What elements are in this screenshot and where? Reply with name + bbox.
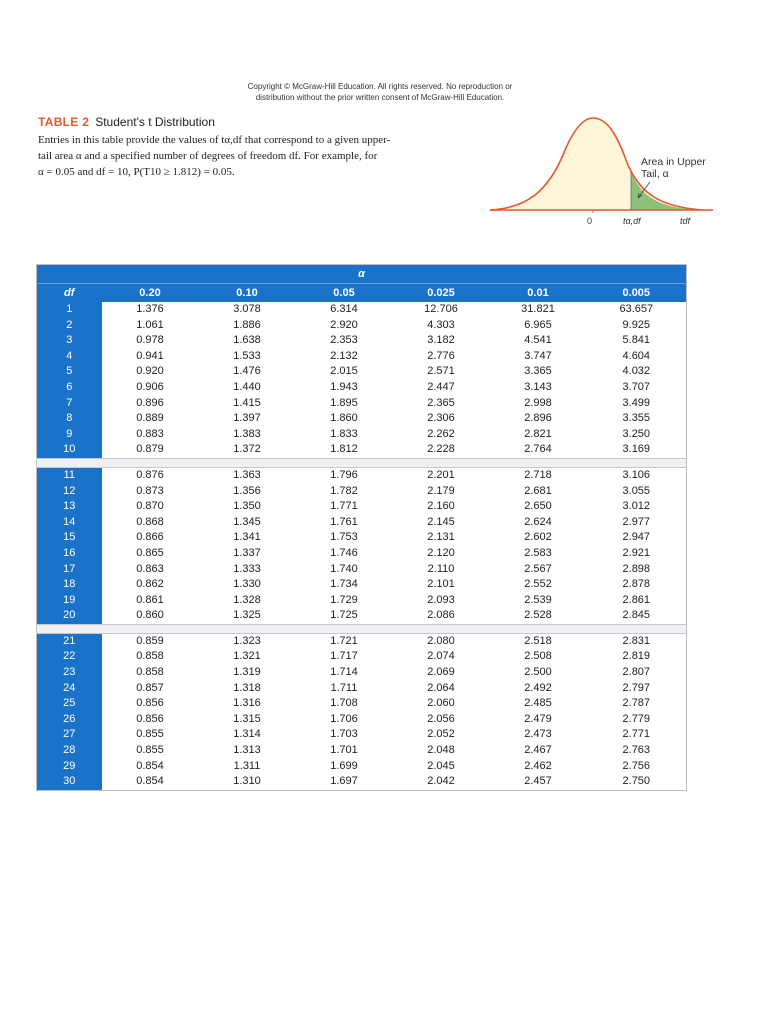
critical-value-cell: 1.314 — [233, 728, 261, 741]
critical-value-cell: 1.319 — [233, 666, 261, 679]
copyright-line-1: Copyright © McGraw-Hill Education. All rights reserved. No reproduction or — [247, 82, 513, 91]
critical-value-cell: 0.856 — [136, 712, 164, 725]
block-separator — [37, 458, 687, 467]
critical-value-cell: 1.714 — [330, 666, 358, 679]
critical-value-cell: 1.729 — [330, 593, 358, 606]
critical-value-cell: 2.365 — [427, 396, 455, 409]
alpha-column-header: 0.05 — [296, 284, 393, 303]
critical-value-cell: 2.977 — [622, 515, 651, 528]
critical-value-cell: 2.921 — [622, 546, 651, 559]
critical-value-cell: 1.699 — [330, 759, 358, 772]
critical-value-cell: 1.697 — [330, 775, 358, 788]
critical-value-cell: 1.860 — [330, 412, 358, 425]
critical-value-cell: 1.316 — [233, 697, 261, 710]
critical-value-cell: 2.447 — [427, 380, 455, 393]
critical-value-cell: 1.706 — [330, 712, 358, 725]
critical-value-cell: 2.764 — [524, 443, 552, 456]
critical-value-cell: 2.998 — [524, 396, 552, 409]
df-cell: 5 — [37, 364, 102, 380]
critical-value-cell: 3.106 — [622, 468, 651, 481]
critical-value-cell: 2.306 — [427, 412, 455, 425]
separator-cell — [37, 458, 687, 467]
critical-value-cell: 1.328 — [233, 593, 261, 606]
critical-value-cell: 2.080 — [427, 634, 455, 647]
critical-value-cell: 1.895 — [330, 396, 358, 409]
critical-value-cell: 2.750 — [622, 775, 651, 788]
critical-value-cell: 2.160 — [427, 500, 455, 513]
df-cell: 22 — [37, 649, 102, 665]
critical-value-cell: 63.657 — [619, 303, 654, 315]
critical-value-cell: 9.925 — [622, 318, 651, 331]
critical-value-cell: 1.725 — [330, 609, 358, 622]
critical-value-cell: 2.132 — [330, 349, 358, 362]
critical-value-cell: 2.015 — [330, 365, 358, 378]
table-row — [37, 349, 687, 365]
critical-value-cell: 2.681 — [524, 484, 552, 497]
critical-value-cell: 0.879 — [136, 443, 164, 456]
df-cell: 18 — [37, 577, 102, 593]
critical-value-cell: 1.740 — [330, 562, 358, 575]
critical-value-cell: 2.201 — [427, 468, 455, 481]
critical-value-cell: 2.763 — [622, 744, 651, 757]
df-cell: 21 — [37, 633, 102, 649]
zero-label: 0 — [587, 216, 593, 226]
critical-value-cell: 4.032 — [622, 365, 651, 378]
critical-value-cell: 12.706 — [424, 303, 458, 315]
critical-value-cell: 1.886 — [233, 318, 261, 331]
alpha-column-header: 0.005 — [587, 284, 687, 303]
critical-value-cell: 0.896 — [136, 396, 164, 409]
critical-value-cell: 0.883 — [136, 427, 164, 440]
df-cell: 6 — [37, 380, 102, 396]
critical-value-cell: 2.042 — [427, 775, 455, 788]
area-label-line-1: Area in Upper — [641, 156, 706, 168]
table-row — [37, 774, 687, 790]
df-cell: 10 — [37, 442, 102, 458]
critical-value-cell: 2.479 — [524, 712, 552, 725]
table-row — [37, 530, 687, 546]
critical-value-cell: 2.947 — [622, 531, 651, 544]
critical-value-cell: 0.906 — [136, 380, 164, 393]
critical-value-cell: 2.492 — [524, 681, 552, 694]
critical-value-cell: 3.499 — [622, 396, 651, 409]
critical-value-cell: 1.383 — [233, 427, 261, 440]
table-row — [37, 484, 687, 500]
critical-value-cell: 0.859 — [136, 634, 164, 647]
table-row — [37, 681, 687, 697]
critical-value-cell: 3.012 — [622, 500, 651, 513]
critical-value-cell: 4.604 — [622, 349, 651, 362]
critical-value-cell: 1.476 — [233, 365, 261, 378]
df-cell: 17 — [37, 562, 102, 578]
critical-value-cell: 1.833 — [330, 427, 358, 440]
critical-value-cell: 1.721 — [330, 634, 358, 647]
critical-value-cell: 2.845 — [622, 609, 651, 622]
critical-value-cell: 1.943 — [330, 380, 358, 393]
df-cell: 25 — [37, 696, 102, 712]
t-distribution-table — [36, 264, 687, 791]
critical-value-cell: 3.182 — [427, 334, 455, 347]
critical-value-cell: 1.753 — [330, 531, 358, 544]
table-row — [37, 364, 687, 380]
critical-value-cell: 31.821 — [521, 303, 555, 315]
df-cell: 20 — [37, 608, 102, 624]
critical-value-cell: 2.074 — [427, 650, 455, 663]
table-row — [37, 442, 687, 458]
critical-value-cell: 0.889 — [136, 412, 164, 425]
critical-value-cell: 2.500 — [524, 666, 552, 679]
critical-value-cell: 1.771 — [330, 500, 358, 513]
alpha-column-header: 0.025 — [393, 284, 490, 303]
table-row — [37, 649, 687, 665]
critical-value-cell: 1.746 — [330, 546, 358, 559]
critical-value-cell: 3.747 — [524, 349, 552, 362]
df-cell: 29 — [37, 759, 102, 775]
critical-value-cell: 2.650 — [524, 500, 552, 513]
critical-value-cell: 2.807 — [622, 666, 651, 679]
df-cell: 1 — [37, 302, 102, 318]
critical-value-cell: 3.078 — [233, 303, 261, 315]
df-cell: 24 — [37, 681, 102, 697]
critical-value-cell: 3.250 — [622, 427, 651, 440]
critical-value-cell: 2.110 — [427, 562, 455, 575]
critical-value-cell: 3.355 — [622, 412, 651, 425]
critical-value-cell: 0.860 — [136, 609, 164, 622]
df-cell: 26 — [37, 712, 102, 728]
critical-value-cell: 0.856 — [136, 697, 164, 710]
critical-value-cell: 1.812 — [330, 443, 358, 456]
table-name: Student's t Distribution — [95, 115, 215, 129]
critical-value-cell: 2.771 — [622, 728, 651, 741]
critical-value-cell: 2.060 — [427, 697, 455, 710]
critical-value-cell: 1.717 — [330, 650, 358, 663]
alpha-column-header: 0.01 — [490, 284, 587, 303]
df-cell: 3 — [37, 333, 102, 349]
df-cell: 11 — [37, 467, 102, 483]
critical-value-cell: 1.440 — [233, 380, 261, 393]
critical-value-cell: 0.876 — [136, 468, 164, 481]
table-row — [37, 562, 687, 578]
table-row — [37, 665, 687, 681]
alpha-header-row — [37, 265, 687, 284]
critical-value-cell: 1.318 — [233, 681, 261, 694]
critical-value-cell: 1.796 — [330, 468, 358, 481]
critical-value-cell: 1.341 — [233, 531, 261, 544]
critical-value-cell: 1.761 — [330, 515, 358, 528]
table-row — [37, 727, 687, 743]
df-cell: 8 — [37, 411, 102, 427]
critical-value-cell: 6.965 — [524, 318, 552, 331]
critical-value-cell: 2.567 — [524, 562, 552, 575]
df-cell: 2 — [37, 318, 102, 334]
critical-value-cell: 2.485 — [524, 697, 552, 710]
critical-value-cell: 2.473 — [524, 728, 552, 741]
critical-value-cell: 2.821 — [524, 427, 552, 440]
table-row — [37, 633, 687, 649]
critical-value-cell: 4.541 — [524, 334, 552, 347]
critical-value-cell: 2.518 — [524, 634, 552, 647]
df-cell: 23 — [37, 665, 102, 681]
df-cell: 7 — [37, 396, 102, 412]
critical-value-cell: 0.873 — [136, 484, 164, 497]
table-row — [37, 333, 687, 349]
alpha-column-header: 0.10 — [199, 284, 296, 303]
critical-value-cell: 3.143 — [524, 380, 552, 393]
critical-value-cell: 1.345 — [233, 515, 261, 528]
critical-value-cell: 3.055 — [622, 484, 651, 497]
critical-value-cell: 1.356 — [233, 484, 261, 497]
critical-value-cell: 0.941 — [136, 349, 164, 362]
table-row — [37, 302, 687, 318]
critical-value-cell: 3.169 — [622, 443, 651, 456]
table-row — [37, 380, 687, 396]
critical-value-cell: 5.841 — [622, 334, 651, 347]
table-row — [37, 318, 687, 334]
critical-value-cell: 2.583 — [524, 546, 552, 559]
critical-value-cell: 0.866 — [136, 531, 164, 544]
df-cell: 9 — [37, 427, 102, 443]
critical-value-cell: 1.703 — [330, 728, 358, 741]
critical-value-cell: 2.779 — [622, 712, 651, 725]
table-row — [37, 515, 687, 531]
critical-value-cell: 2.069 — [427, 666, 455, 679]
table-row — [37, 411, 687, 427]
critical-value-cell: 1.533 — [233, 349, 261, 362]
critical-value-cell: 1.350 — [233, 500, 261, 513]
critical-value-cell: 0.865 — [136, 546, 164, 559]
critical-value-cell: 2.896 — [524, 412, 552, 425]
critical-value-cell: 2.131 — [427, 531, 455, 544]
critical-value-cell: 0.857 — [136, 681, 164, 694]
table-row — [37, 546, 687, 562]
table-row — [37, 593, 687, 609]
description-line-2: tail area α and a specified number of degrees of freedom df. For example, for — [38, 150, 378, 162]
critical-value-cell: 2.539 — [524, 593, 552, 606]
critical-value-cell: 2.718 — [524, 468, 552, 481]
df-cell: 13 — [37, 499, 102, 515]
critical-value-cell: 2.861 — [622, 593, 651, 606]
critical-value-cell: 2.602 — [524, 531, 552, 544]
critical-value-cell: 4.303 — [427, 318, 455, 331]
critical-value-cell: 2.052 — [427, 728, 455, 741]
critical-value-cell: 2.528 — [524, 609, 552, 622]
critical-value-cell: 2.819 — [622, 650, 651, 663]
df-cell: 30 — [37, 774, 102, 790]
table-title — [38, 115, 215, 129]
critical-value-cell: 2.920 — [330, 318, 358, 331]
critical-value-cell: 2.056 — [427, 712, 455, 725]
critical-value-cell: 2.353 — [330, 334, 358, 347]
critical-value-cell: 2.756 — [622, 759, 651, 772]
description-line-3: α = 0.05 and df = 10, P(T10 ≥ 1.812) = 0.05. — [38, 166, 235, 178]
table-row — [37, 499, 687, 515]
table-row — [37, 427, 687, 443]
critical-value-cell: 2.179 — [427, 484, 455, 497]
df-cell: 27 — [37, 727, 102, 743]
critical-value-cell: 2.228 — [427, 443, 455, 456]
t-df-label: tdf — [680, 216, 691, 226]
critical-value-cell: 1.333 — [233, 562, 261, 575]
critical-value-cell: 6.314 — [330, 303, 358, 315]
critical-value-cell: 1.701 — [330, 744, 358, 757]
df-cell: 14 — [37, 515, 102, 531]
critical-value-cell: 0.870 — [136, 500, 164, 513]
critical-value-cell: 2.093 — [427, 593, 455, 606]
critical-value-cell: 2.045 — [427, 759, 455, 772]
critical-value-cell: 0.855 — [136, 728, 164, 741]
table-row — [37, 577, 687, 593]
critical-value-cell: 3.365 — [524, 365, 552, 378]
critical-value-cell: 2.787 — [622, 697, 651, 710]
table-row — [37, 712, 687, 728]
critical-value-cell: 2.145 — [427, 515, 455, 528]
critical-value-cell: 1.321 — [233, 650, 261, 663]
table-row — [37, 759, 687, 775]
df-cell: 19 — [37, 593, 102, 609]
df-column-header: df — [37, 284, 102, 303]
critical-value-cell: 1.313 — [233, 744, 261, 757]
table-row — [37, 696, 687, 712]
critical-value-cell: 1.323 — [233, 634, 261, 647]
critical-value-cell: 2.624 — [524, 515, 552, 528]
critical-value-cell: 2.831 — [622, 634, 651, 647]
critical-value-cell: 2.467 — [524, 744, 552, 757]
critical-value-cell: 0.920 — [136, 365, 164, 378]
df-cell: 12 — [37, 484, 102, 500]
table-row — [37, 396, 687, 412]
critical-value-cell: 2.064 — [427, 681, 455, 694]
critical-value-cell: 1.315 — [233, 712, 261, 725]
critical-value-cell: 2.797 — [622, 681, 651, 694]
critical-value-cell: 1.310 — [233, 775, 261, 788]
critical-value-cell: 0.858 — [136, 650, 164, 663]
critical-value-cell: 2.878 — [622, 578, 651, 591]
critical-value-cell: 0.854 — [136, 775, 164, 788]
critical-value-cell: 3.707 — [622, 380, 651, 393]
critical-value-cell: 0.978 — [136, 334, 164, 347]
separator-cell — [37, 624, 687, 633]
critical-value-cell: 2.898 — [622, 562, 651, 575]
critical-value-cell: 2.262 — [427, 427, 455, 440]
critical-value-cell: 0.855 — [136, 744, 164, 757]
critical-value-cell: 1.372 — [233, 443, 261, 456]
copyright-notice — [0, 81, 760, 103]
critical-value-cell: 1.734 — [330, 578, 358, 591]
critical-value-cell: 1.061 — [136, 318, 164, 331]
critical-value-cell: 2.120 — [427, 546, 455, 559]
critical-value-cell: 2.101 — [427, 578, 455, 591]
df-cell: 28 — [37, 743, 102, 759]
critical-value-cell: 0.862 — [136, 578, 164, 591]
table-row — [37, 743, 687, 759]
copyright-line-2: distribution without the prior written consent of McGraw-Hill Education. — [255, 93, 505, 102]
critical-value-cell: 1.363 — [233, 468, 261, 481]
critical-value-cell: 2.776 — [427, 349, 455, 362]
table-row — [37, 608, 687, 624]
critical-value-cell: 2.462 — [524, 759, 552, 772]
critical-value-cell: 1.376 — [136, 303, 164, 315]
critical-value-cell: 1.638 — [233, 334, 261, 347]
critical-value-cell: 1.397 — [233, 412, 261, 425]
area-label — [641, 156, 706, 180]
critical-value-cell: 0.861 — [136, 593, 164, 606]
critical-value-cell: 0.854 — [136, 759, 164, 772]
critical-value-cell: 2.457 — [524, 775, 552, 788]
t-alpha-df-label: tα,df — [623, 216, 641, 226]
column-header-row — [37, 284, 687, 303]
critical-value-cell: 0.858 — [136, 666, 164, 679]
critical-value-cell: 2.508 — [524, 650, 552, 663]
critical-value-cell: 1.325 — [233, 609, 261, 622]
critical-value-cell: 0.868 — [136, 515, 164, 528]
block-separator — [37, 624, 687, 633]
df-cell: 15 — [37, 530, 102, 546]
critical-value-cell: 2.048 — [427, 744, 455, 757]
table-number: TABLE 2 — [38, 115, 90, 129]
area-label-line-2: Tail, α — [641, 168, 669, 180]
table-body — [37, 302, 687, 790]
table-description — [38, 132, 448, 180]
critical-value-cell: 1.782 — [330, 484, 358, 497]
critical-value-cell: 1.330 — [233, 578, 261, 591]
alpha-label: α — [37, 265, 687, 284]
table-row — [37, 467, 687, 483]
description-line-1: Entries in this table provide the values of tα,df that correspond to a given upper- — [38, 134, 391, 146]
critical-value-cell: 2.552 — [524, 578, 552, 591]
critical-value-cell: 2.086 — [427, 609, 455, 622]
critical-value-cell: 2.571 — [427, 365, 455, 378]
critical-value-cell: 1.311 — [233, 759, 261, 772]
critical-value-cell: 1.415 — [233, 396, 261, 409]
critical-value-cell: 1.708 — [330, 697, 358, 710]
critical-value-cell: 0.863 — [136, 562, 164, 575]
alpha-column-header: 0.20 — [102, 284, 199, 303]
df-cell: 16 — [37, 546, 102, 562]
critical-value-cell: 1.711 — [330, 681, 358, 694]
df-cell: 4 — [37, 349, 102, 365]
critical-value-cell: 1.337 — [233, 546, 261, 559]
